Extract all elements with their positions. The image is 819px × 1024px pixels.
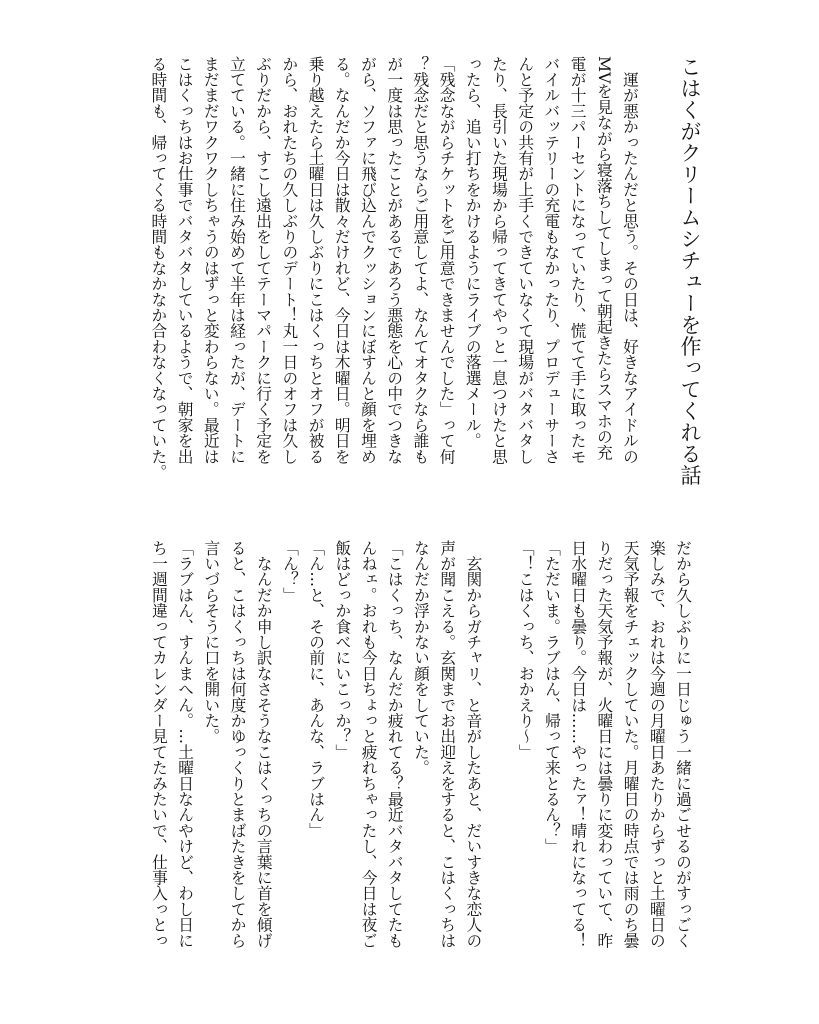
text-line: 玄関からガチャリ、と音がしたあと、だいすきな恋人の bbox=[464, 540, 484, 949]
text-line: なんだか浮かない顔をしていた。 bbox=[411, 540, 431, 776]
text-line: こはくっちはお仕事でバタバタしているようで、朝家を出 bbox=[175, 56, 195, 465]
text-line: 「残念ながらチケットをご用意できませんでした」って何 bbox=[437, 56, 457, 465]
text-line: 「！こはくっち、おかえり～」 bbox=[516, 540, 536, 760]
text-block-lower bbox=[136, 540, 696, 988]
text-line: がら、ソファに飛び込んでクッションにぼすんと顔を埋め bbox=[358, 56, 378, 465]
text-line: ？残念だと思うならご用意してよ、なんてオタクなら誰も bbox=[411, 56, 431, 465]
text-line: ぶりだから、すこし遠出をしてテーマパークに行く予定を bbox=[254, 56, 274, 465]
text-line: から、おれたちの久しぶりのデート！丸一日のオフは久し bbox=[280, 56, 300, 465]
text-line: 飯はどっか食べにいこっか？」 bbox=[333, 540, 353, 760]
text-line: たり、長引いた現場から帰ってきてやっと一息つけたと思 bbox=[489, 56, 509, 465]
text-line: 日水曜日も曇り。今日は……やったァ！晴れになってる！ bbox=[569, 540, 589, 949]
text-line: MVを見ながら寝落ちしてしまって朝起きたらスマホの充 bbox=[594, 56, 614, 461]
text-line bbox=[486, 540, 512, 988]
text-line: だから久しぶりに一日じゅう一緒に過ごせるのがすっごく bbox=[674, 540, 693, 949]
text-line: る時間も、帰ってくる時間もなかなか合わなくなっていた。 bbox=[149, 56, 169, 480]
text-line: 声が聞こえる。玄関までお出迎えをすると、こはくっちは bbox=[438, 540, 458, 949]
text-line: んと予定の共有が上手くできていなくて現場がバタバタし bbox=[516, 56, 536, 465]
text-line: 乗り越えたら土曜日は久しぶりにこはくっちとオフが被る bbox=[306, 56, 326, 465]
text-line: 運が悪かったんだと思う。その日は、好きなアイドルの bbox=[621, 56, 640, 465]
story-title: こはくがクリームシチューを作ってくれる話 bbox=[678, 56, 702, 486]
text-line: ったら、追い打ちをかけるようにライブの落選メール。 bbox=[463, 56, 483, 449]
text-line: りだった天気予報が、火曜日には曇りに変わっていて、昨 bbox=[595, 540, 615, 949]
text-line: バイルバッテリーの充電もなかったり、プロデューサーさ bbox=[542, 56, 562, 465]
text-line: 天気予報をチェックしていた。月曜日の時点では雨のち曇 bbox=[621, 540, 641, 949]
text-line: 言いづらそうに口を開いた。 bbox=[202, 540, 222, 745]
text-line: が一度は思ったことがあるであろう悪態を心の中でつきな bbox=[385, 56, 405, 465]
text-line: 「ん？」 bbox=[280, 540, 300, 603]
text-line: る。なんだか今日は散々だけれど、今日は木曜日。明日を bbox=[332, 56, 352, 465]
text-line: 立てている。一緒に住み始めて半年は経ったが、デートに bbox=[227, 56, 247, 465]
text-line: なんだか申し訳なさそうなこはくっちの言葉に首を傾げ bbox=[254, 540, 274, 949]
text-block-upper bbox=[108, 56, 643, 504]
text-line: 「ん…と、その前に、あんな、ラブはん」 bbox=[307, 540, 327, 839]
text-line: まだまだワクワクしちゃうのはずっと変わらない。最近は bbox=[201, 56, 221, 465]
text-line: ると、こはくっちは何度かゆっくりとまばたきをしてから bbox=[228, 540, 248, 949]
text-line: 「ただいま。ラブはん、帰って来とるん？」 bbox=[542, 540, 562, 854]
text-line: 電が十三パーセントになっていたり、慌てて手に取ったモ bbox=[568, 56, 588, 465]
text-line: 「こはくっち、なんだか疲れてる？最近バタバタしてたも bbox=[385, 540, 405, 949]
text-line: ち一週間違ってカレンダー見てたみたいで、仕事入っとっ bbox=[149, 540, 169, 949]
text-line: んねェ。おれも今日ちょっと疲れちゃったし、今日は夜ご bbox=[359, 540, 379, 949]
text-line: 「ラブはん、すんまへん。…土曜日なんやけど、わし日に bbox=[176, 540, 196, 949]
text-line: 楽しみで、おれは今週の月曜日あたりからずっと土曜日の bbox=[647, 540, 667, 949]
